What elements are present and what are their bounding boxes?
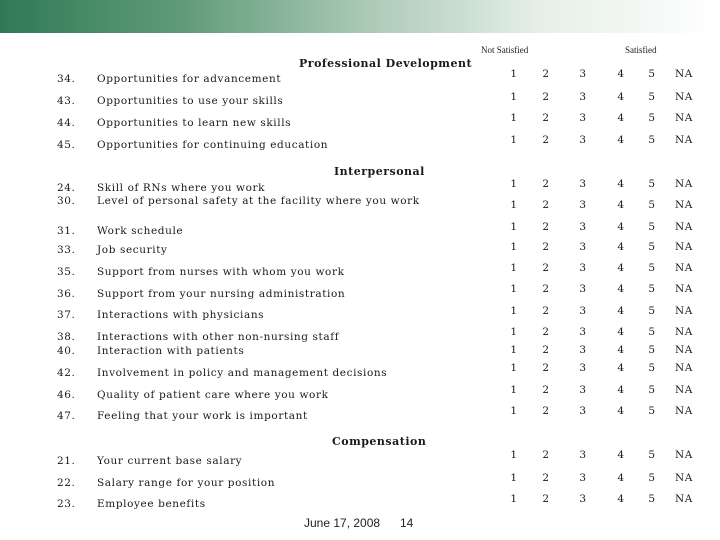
item-label: Opportunities to learn new skills xyxy=(97,117,292,129)
item-label: Involvement in policy and management decisions xyxy=(97,367,388,379)
rating-option-2[interactable]: 2 xyxy=(542,305,550,317)
rating-option-1[interactable]: 1 xyxy=(510,283,518,295)
rating-option-5[interactable]: 5 xyxy=(648,283,656,295)
rating-option-5[interactable]: 5 xyxy=(648,405,656,417)
rating-option-5[interactable]: 5 xyxy=(648,449,656,461)
item-label: Interactions with other non-nursing staff xyxy=(97,331,340,343)
item-label: Interaction with patients xyxy=(97,345,245,357)
rating-option-4[interactable]: 4 xyxy=(617,472,625,484)
section-title: Interpersonal xyxy=(334,165,425,178)
item-number: 47. xyxy=(57,410,76,422)
rating-option-3[interactable]: 3 xyxy=(579,221,587,233)
rating-option-na[interactable]: NA xyxy=(675,134,693,146)
rating-option-na[interactable]: NA xyxy=(675,178,693,190)
rating-option-4[interactable]: 4 xyxy=(617,262,625,274)
rating-option-na[interactable]: NA xyxy=(675,199,693,211)
rating-option-1[interactable]: 1 xyxy=(510,262,518,274)
rating-option-na[interactable]: NA xyxy=(675,326,693,338)
rating-option-na[interactable]: NA xyxy=(675,283,693,295)
rating-option-3[interactable]: 3 xyxy=(579,493,587,505)
rating-option-5[interactable]: 5 xyxy=(648,262,656,274)
rating-option-3[interactable]: 3 xyxy=(579,134,587,146)
rating-option-2[interactable]: 2 xyxy=(542,384,550,396)
rating-option-na[interactable]: NA xyxy=(675,472,693,484)
rating-option-1[interactable]: 1 xyxy=(510,199,518,211)
rating-option-1[interactable]: 1 xyxy=(510,305,518,317)
rating-option-na[interactable]: NA xyxy=(675,384,693,396)
item-label: Quality of patient care where you work xyxy=(97,389,329,401)
item-number: 21. xyxy=(57,455,76,467)
rating-option-4[interactable]: 4 xyxy=(617,405,625,417)
rating-option-5[interactable]: 5 xyxy=(648,362,656,374)
item-number: 38. xyxy=(57,331,76,343)
rating-option-4[interactable]: 4 xyxy=(617,112,625,124)
item-number: 36. xyxy=(57,288,76,300)
rating-option-1[interactable]: 1 xyxy=(510,493,518,505)
rating-option-na[interactable]: NA xyxy=(675,362,693,374)
rating-option-5[interactable]: 5 xyxy=(648,134,656,146)
rating-option-3[interactable]: 3 xyxy=(579,362,587,374)
rating-option-5[interactable]: 5 xyxy=(648,326,656,338)
rating-option-3[interactable]: 3 xyxy=(579,344,587,356)
item-number: 23. xyxy=(57,498,76,510)
rating-option-4[interactable]: 4 xyxy=(617,241,625,253)
rating-option-2[interactable]: 2 xyxy=(542,134,550,146)
rating-option-2[interactable]: 2 xyxy=(542,472,550,484)
rating-option-4[interactable]: 4 xyxy=(617,283,625,295)
item-number: 35. xyxy=(57,266,76,278)
rating-option-1[interactable]: 1 xyxy=(510,91,518,103)
rating-option-3[interactable]: 3 xyxy=(579,405,587,417)
rating-option-na[interactable]: NA xyxy=(675,262,693,274)
section-title: Professional Development xyxy=(299,57,473,70)
rating-option-5[interactable]: 5 xyxy=(648,199,656,211)
rating-option-2[interactable]: 2 xyxy=(542,199,550,211)
rating-option-3[interactable]: 3 xyxy=(579,68,587,80)
item-number: 31. xyxy=(57,225,76,237)
rating-option-3[interactable]: 3 xyxy=(579,262,587,274)
item-number: 37. xyxy=(57,309,76,321)
rating-option-4[interactable]: 4 xyxy=(617,493,625,505)
rating-option-na[interactable]: NA xyxy=(675,241,693,253)
rating-option-na[interactable]: NA xyxy=(675,344,693,356)
rating-option-na[interactable]: NA xyxy=(675,221,693,233)
item-number: 45. xyxy=(57,139,76,151)
rating-option-5[interactable]: 5 xyxy=(648,472,656,484)
item-number: 24. xyxy=(57,182,76,194)
rating-option-4[interactable]: 4 xyxy=(617,199,625,211)
rating-option-2[interactable]: 2 xyxy=(542,449,550,461)
item-label: Opportunities for continuing education xyxy=(97,139,329,151)
rating-option-4[interactable]: 4 xyxy=(617,134,625,146)
rating-option-3[interactable]: 3 xyxy=(579,283,587,295)
rating-option-2[interactable]: 2 xyxy=(542,362,550,374)
rating-option-2[interactable]: 2 xyxy=(542,283,550,295)
rating-option-4[interactable]: 4 xyxy=(617,221,625,233)
footer-page-number: 14 xyxy=(400,516,414,530)
rating-option-2[interactable]: 2 xyxy=(542,68,550,80)
item-label: Employee benefits xyxy=(97,498,206,510)
rating-option-5[interactable]: 5 xyxy=(648,344,656,356)
item-label: Support from nurses with whom you work xyxy=(97,266,345,278)
item-label: Opportunities to use your skills xyxy=(97,95,284,107)
rating-option-5[interactable]: 5 xyxy=(648,112,656,124)
rating-option-2[interactable]: 2 xyxy=(542,405,550,417)
rating-option-2[interactable]: 2 xyxy=(542,91,550,103)
rating-option-2[interactable]: 2 xyxy=(542,221,550,233)
item-label: Opportunities for advancement xyxy=(97,73,282,85)
item-label: Your current base salary xyxy=(97,455,243,467)
scale-high-label: Satisfied xyxy=(625,45,657,55)
item-number: 30. xyxy=(57,195,76,207)
rating-option-1[interactable]: 1 xyxy=(510,405,518,417)
footer-date: June 17, 2008 xyxy=(304,516,381,530)
rating-option-5[interactable]: 5 xyxy=(648,305,656,317)
item-label: Skill of RNs where you work xyxy=(97,182,266,194)
rating-option-na[interactable]: NA xyxy=(675,405,693,417)
rating-option-2[interactable]: 2 xyxy=(542,262,550,274)
rating-option-1[interactable]: 1 xyxy=(510,472,518,484)
rating-option-2[interactable]: 2 xyxy=(542,178,550,190)
rating-option-1[interactable]: 1 xyxy=(510,344,518,356)
rating-option-1[interactable]: 1 xyxy=(510,221,518,233)
rating-option-5[interactable]: 5 xyxy=(648,241,656,253)
item-number: 33. xyxy=(57,244,76,256)
item-number: 34. xyxy=(57,73,76,85)
rating-option-na[interactable]: NA xyxy=(675,493,693,505)
rating-option-1[interactable]: 1 xyxy=(510,68,518,80)
item-label: Level of personal safety at the facility where you work xyxy=(97,195,420,207)
rating-option-2[interactable]: 2 xyxy=(542,112,550,124)
rating-option-3[interactable]: 3 xyxy=(579,384,587,396)
rating-option-2[interactable]: 2 xyxy=(542,344,550,356)
rating-option-4[interactable]: 4 xyxy=(617,305,625,317)
rating-option-5[interactable]: 5 xyxy=(648,91,656,103)
rating-option-3[interactable]: 3 xyxy=(579,241,587,253)
item-number: 42. xyxy=(57,367,76,379)
rating-option-2[interactable]: 2 xyxy=(542,241,550,253)
rating-option-na[interactable]: NA xyxy=(675,449,693,461)
item-number: 22. xyxy=(57,477,76,489)
rating-option-4[interactable]: 4 xyxy=(617,326,625,338)
rating-option-1[interactable]: 1 xyxy=(510,449,518,461)
item-label: Salary range for your position xyxy=(97,477,276,489)
scale-low-label: Not Satisfied xyxy=(481,45,529,55)
rating-option-2[interactable]: 2 xyxy=(542,326,550,338)
rating-option-4[interactable]: 4 xyxy=(617,68,625,80)
rating-option-2[interactable]: 2 xyxy=(542,493,550,505)
item-number: 44. xyxy=(57,117,76,129)
item-number: 46. xyxy=(57,389,76,401)
rating-option-3[interactable]: 3 xyxy=(579,326,587,338)
rating-option-5[interactable]: 5 xyxy=(648,221,656,233)
rating-option-4[interactable]: 4 xyxy=(617,91,625,103)
rating-option-1[interactable]: 1 xyxy=(510,362,518,374)
section-title: Compensation xyxy=(332,435,427,448)
rating-option-3[interactable]: 3 xyxy=(579,178,587,190)
item-label: Support from your nursing administration xyxy=(97,288,346,300)
rating-option-3[interactable]: 3 xyxy=(579,91,587,103)
rating-option-1[interactable]: 1 xyxy=(510,134,518,146)
rating-option-5[interactable]: 5 xyxy=(648,68,656,80)
rating-option-3[interactable]: 3 xyxy=(579,449,587,461)
rating-option-4[interactable]: 4 xyxy=(617,449,625,461)
rating-option-1[interactable]: 1 xyxy=(510,178,518,190)
item-label: Work schedule xyxy=(97,225,184,237)
rating-option-5[interactable]: 5 xyxy=(648,178,656,190)
rating-option-4[interactable]: 4 xyxy=(617,362,625,374)
rating-option-1[interactable]: 1 xyxy=(510,384,518,396)
rating-option-4[interactable]: 4 xyxy=(617,384,625,396)
item-number: 40. xyxy=(57,345,76,357)
item-label: Interactions with physicians xyxy=(97,309,265,321)
rating-option-5[interactable]: 5 xyxy=(648,493,656,505)
rating-option-3[interactable]: 3 xyxy=(579,199,587,211)
rating-option-na[interactable]: NA xyxy=(675,305,693,317)
rating-option-1[interactable]: 1 xyxy=(510,326,518,338)
rating-option-4[interactable]: 4 xyxy=(617,344,625,356)
item-number: 43. xyxy=(57,95,76,107)
rating-option-na[interactable]: NA xyxy=(675,112,693,124)
rating-option-1[interactable]: 1 xyxy=(510,112,518,124)
rating-option-na[interactable]: NA xyxy=(675,91,693,103)
item-label: Job security xyxy=(97,244,168,256)
rating-option-3[interactable]: 3 xyxy=(579,472,587,484)
rating-option-4[interactable]: 4 xyxy=(617,178,625,190)
item-label: Feeling that your work is important xyxy=(97,410,308,422)
rating-option-na[interactable]: NA xyxy=(675,68,693,80)
rating-option-3[interactable]: 3 xyxy=(579,112,587,124)
rating-option-1[interactable]: 1 xyxy=(510,241,518,253)
rating-option-3[interactable]: 3 xyxy=(579,305,587,317)
rating-option-5[interactable]: 5 xyxy=(648,384,656,396)
